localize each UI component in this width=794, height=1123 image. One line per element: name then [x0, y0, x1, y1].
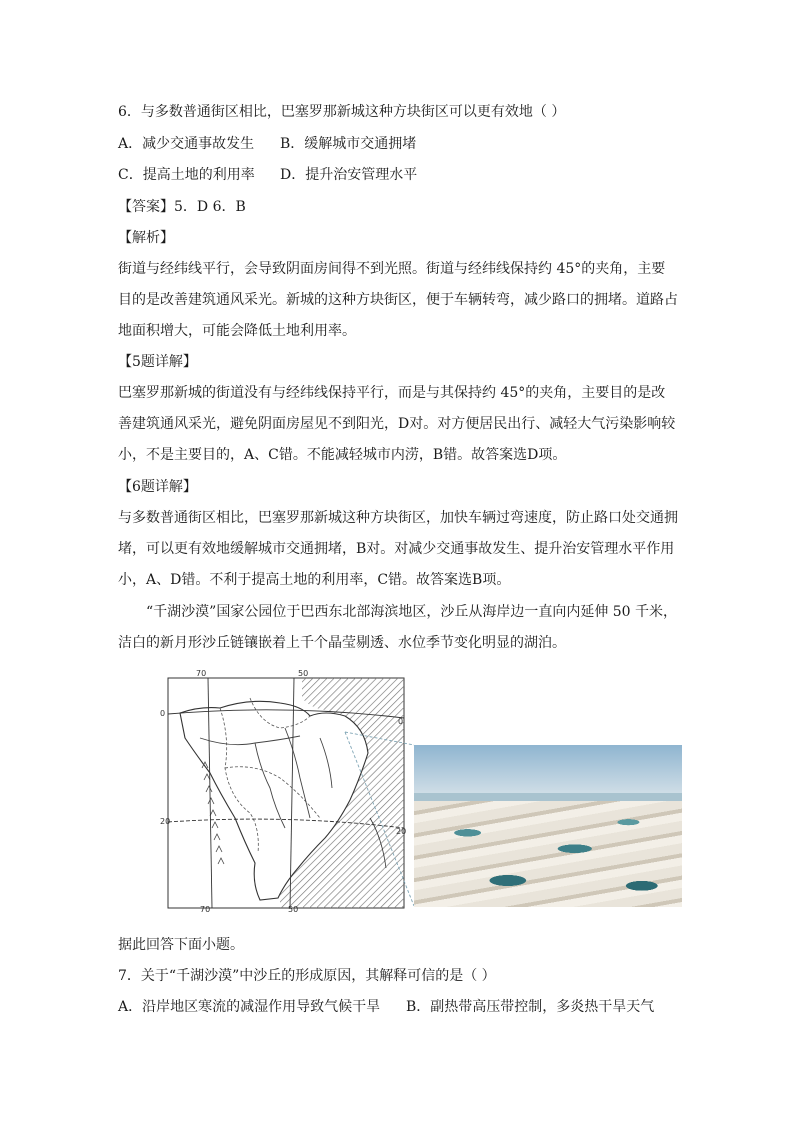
detail-5-line: 善建筑通风采光，避免阴面房屋见不到阳光，D对。对方便居民出行、减轻大气污染影响较: [118, 416, 676, 432]
analysis-heading: 【解析】: [118, 230, 174, 246]
map-label-top-50: 50: [298, 669, 309, 678]
dune-lakes-photo: [414, 745, 682, 907]
question-6-option-a: A．减少交通事故发生: [118, 136, 255, 152]
analysis-line: 目的是改善建筑通风采光。新城的这种方块街区，便于车辆转弯，减少路口的拥堵。道路占: [118, 292, 678, 308]
map-label-left-0: 0: [160, 709, 166, 718]
prompt-line: 据此回答下面小题。: [118, 937, 244, 953]
detail-6-line: 与多数普通街区相比，巴塞罗那新城这种方块街区，加快车辆过弯速度，防止路口处交通拥: [118, 510, 678, 526]
detail-5-line: 小，不是主要目的，A、C错。不能减轻城市内涝，B错。故答案选D项。: [118, 447, 567, 463]
analysis-line: 地面积增大，可能会降低土地利用率。: [118, 323, 356, 339]
map-label-bottom-50: 50: [288, 905, 299, 912]
detail-6-line: 小，A、D错。不利于提高土地的利用率，C错。故答案选B项。: [118, 572, 511, 588]
map-label-top-70: 70: [196, 669, 207, 678]
analysis-line: 街道与经纬线平行，会导致阴面房间得不到光照。街道与经纬线保持约 45°的夹角，主要: [118, 261, 666, 277]
detail-6-heading: 【6题详解】: [118, 479, 197, 495]
question-6-option-b: B．缓解城市交通拥堵: [280, 136, 417, 152]
question-7-stem: 7．关于“千湖沙漠”中沙丘的形成原因，其解释可信的是（ ）: [118, 968, 496, 984]
question-6-option-c: C．提高土地的利用率: [118, 167, 255, 183]
map-label-bottom-70: 70: [200, 905, 211, 912]
intro-line: “千湖沙漠”国家公园位于巴西东北部海滨地区，沙丘从海岸边一直向内延伸 50 千米，: [146, 604, 678, 620]
question-6-option-d: D．提升治安管理水平: [280, 167, 418, 183]
intro-line: 洁白的新月形沙丘链镶嵌着上千个晶莹剔透、水位季节变化明显的湖泊。: [118, 635, 566, 651]
answer-line: 【答案】5．D 6．B: [118, 199, 246, 215]
map-label-left-20: 20: [160, 817, 171, 826]
detail-6-line: 堵，可以更有效地缓解城市交通拥堵，B对。对减少交通事故发生、提升治安管理水平作用: [118, 541, 675, 557]
map-label-right-20: 20: [396, 827, 407, 836]
map-label-right-0: 0: [398, 717, 404, 726]
question-7-option-b: B．副热带高压带控制，多炎热干旱天气: [406, 999, 655, 1015]
detail-5-heading: 【5题详解】: [118, 354, 197, 370]
detail-5-line: 巴塞罗那新城的街道没有与经纬线保持平行，而是与其保持约 45°的夹角，主要目的是改: [118, 385, 666, 401]
question-7-option-a: A．沿岸地区寒流的减湿作用导致气候干旱: [118, 999, 381, 1015]
question-6-stem: 6．与多数普通街区相比，巴塞罗那新城这种方块街区可以更有效地（ ）: [118, 104, 566, 120]
